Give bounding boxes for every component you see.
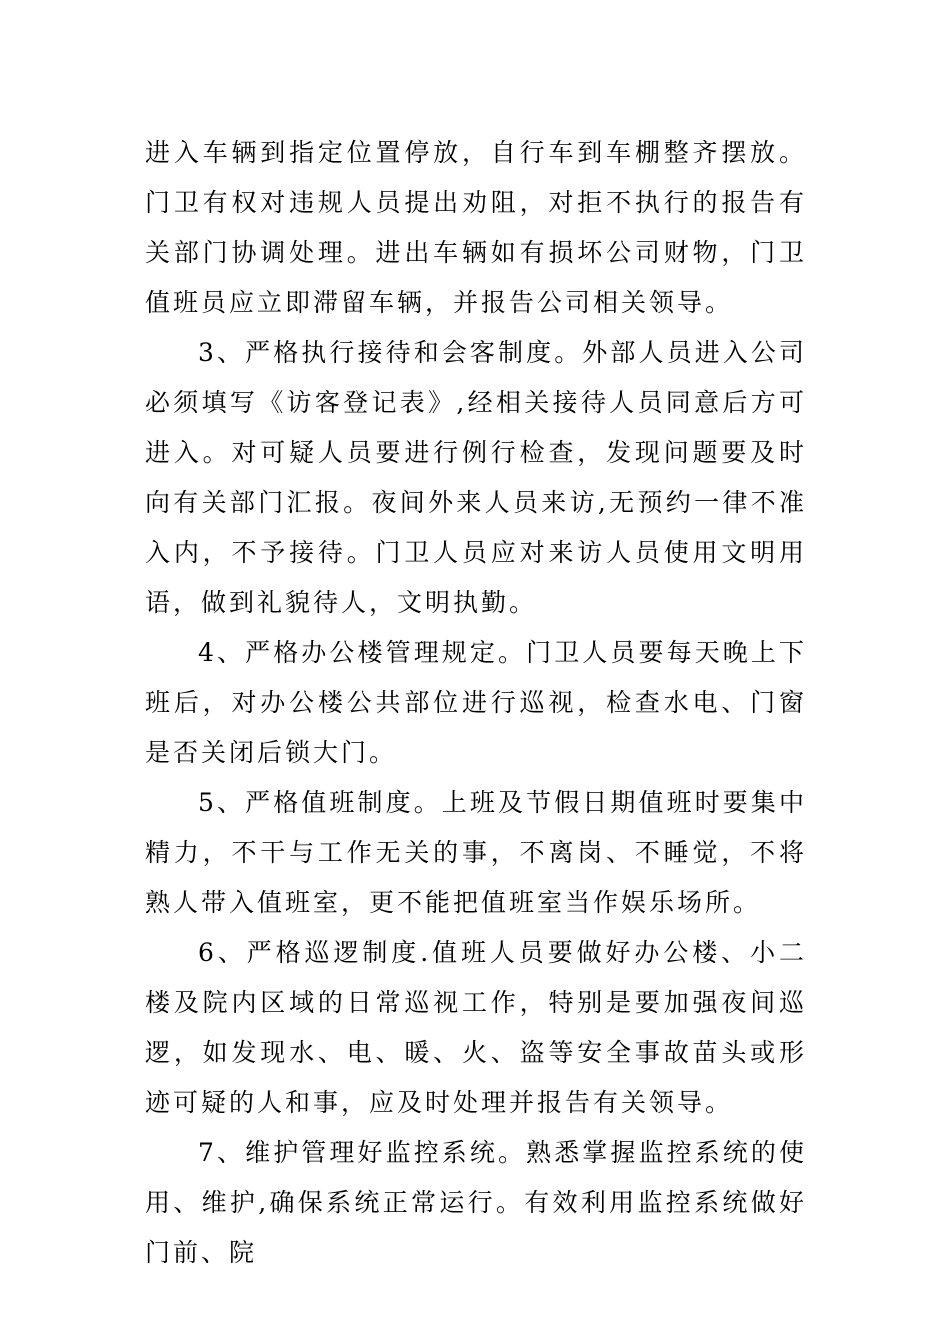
paragraph-monitoring-system: 7、维护管理好监控系统。熟悉掌握监控系统的使用、维护,确保系统正常运行。有效利用监控系统做好门前、院 [145,1138,807,1267]
paragraph-vehicle-rules-continued: 进入车辆到指定位置停放，自行车到车棚整齐摆放。门卫有权对违规人员提出劝阻，对拒不执行的报告有关部门协调处理。进出车辆如有损坏公司财物，门卫值班员应立即滞留车辆，并报告公司相关领导。 [145,138,807,317]
paragraph-office-building-rules: 4、严格办公楼管理规定。门卫人员要每天晚上下班后，对办公楼公共部位进行巡视，检查水电、门窗是否关闭后锁大门。 [145,638,807,767]
paragraph-duty-rules: 5、严格值班制度。上班及节假日期值班时要集中精力，不干与工作无关的事，不离岗、不睡觉，不将熟人带入值班室，更不能把值班室当作娱乐场所。 [145,788,807,917]
document-body [145,128,807,1278]
paragraph-patrol-rules: 6、严格巡逻制度.值班人员要做好办公楼、小二楼及院内区域的日常巡视工作，特别是要加强夜间巡逻，如发现水、电、暖、火、盗等安全事故苗头或形迹可疑的人和事，应及时处理并报告有关领导。 [145,938,807,1117]
paragraph-reception-rules: 3、严格执行接待和会客制度。外部人员进入公司必须填写《访客登记表》,经相关接待人员同意后方可进入。对可疑人员要进行例行检查，发现问题要及时向有关部门汇报。夜间外来人员来访,无预约一律不准入内，不予接待。门卫人员应对来访人员使用文明用语，做到礼貌待人，文明执勤。 [145,338,807,617]
